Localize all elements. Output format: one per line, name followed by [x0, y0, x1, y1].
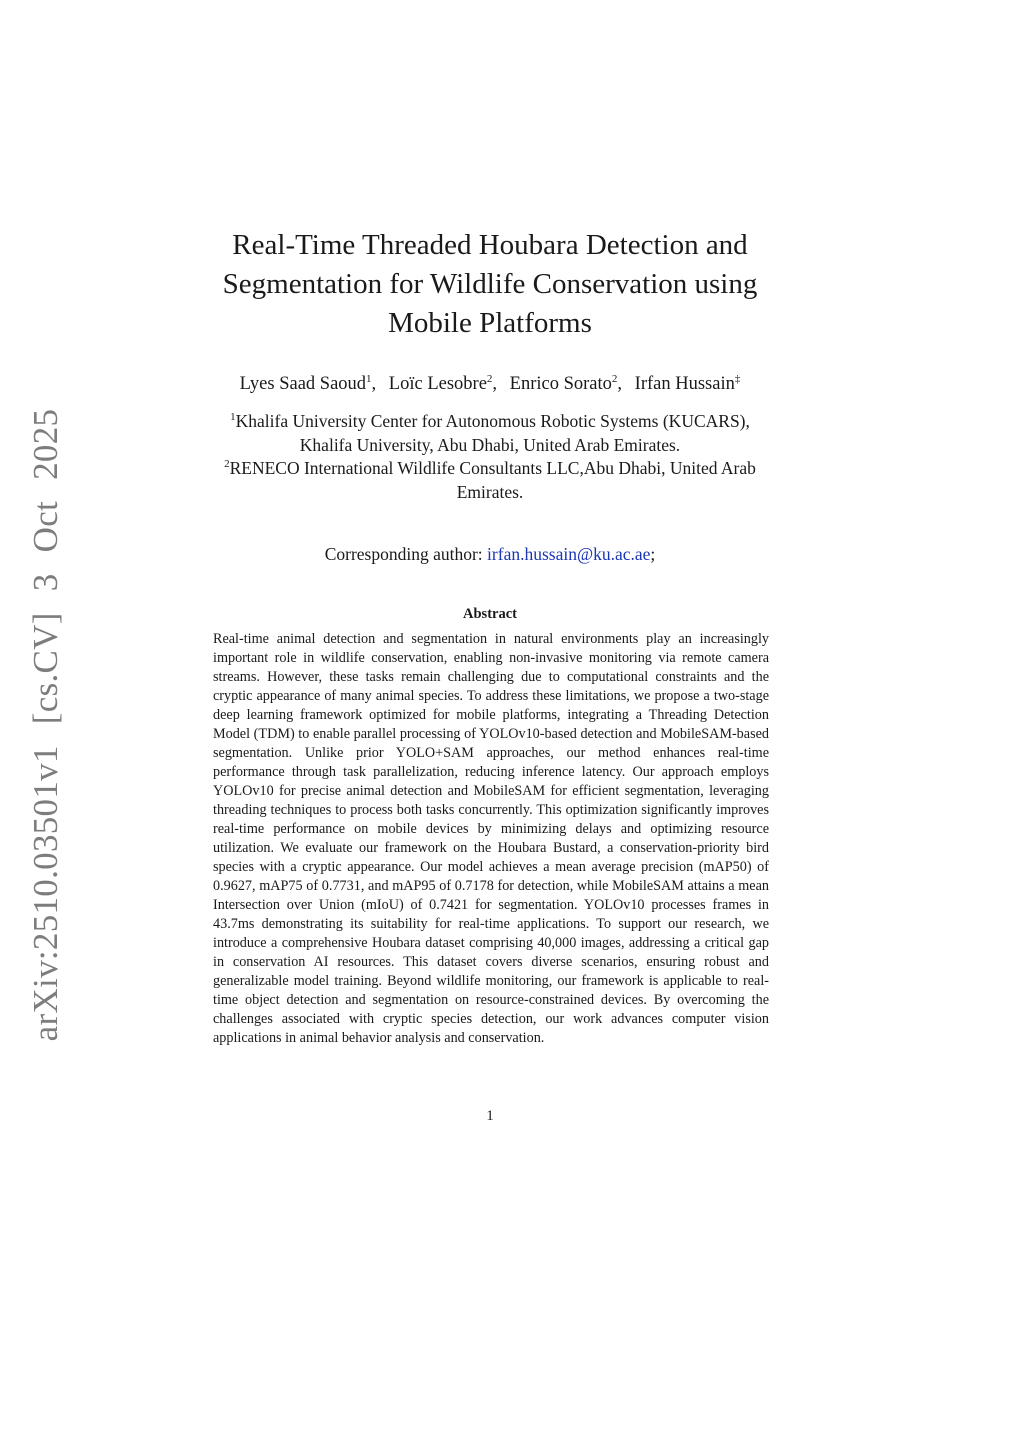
author-name: Irfan Hussain‡ [634, 372, 741, 394]
page-number: 1 [486, 1108, 494, 1124]
paper-title [190, 226, 790, 343]
abstract-body: Real-time animal detection and segmentation in natural environments play an increasingly important role in wildlife conservation, enabling non-invasive monitoring via remote camera streams. However, these tasks remain challenging due to computational constraints and the cryptic appearance of many animal species. To address these limitations, we propose a two-stage deep learning framework optimized for mobile platforms, integrating a Threading Detection Model (TDM) to enable parallel processing of YOLOv10-based detection and MobileSAM-based segmentation. Unlike prior YOLO+SAM approaches, our method enhances real-time performance through task parallelization, reducing inference latency. Our approach employs YOLOv10 for precise animal detection and MobileSAM for efficient segmentation, leveraging threading techniques to process both tasks concurrently. This optimization significantly improves real-time performance on mobile devices by minimizing delays and optimizing resource utilization. We evaluate our framework on the Houbara Bustard, a conservation-priority bird species with a cryptic appearance. Our model achieves a mean average precision (mAP50) of 0.9627, mAP75 of 0.7731, and mAP95 of 0.7178 for detection, while MobileSAM attains a mean Intersection over Union (mIoU) of 0.7421 for segmentation. YOLOv10 processes frames in 43.7ms demonstrating its suitability for real-time applications. To support our research, we introduce a comprehensive Houbara dataset comprising 40,000 images, addressing a critical gap in conservation AI resources. This dataset covers diverse scenarios, ensuring robust and generalizable model training. Beyond wildlife monitoring, our framework is applicable to real-time object detection and segmentation on resource-constrained devices. By overcoming the challenges associated with cryptic species detection, our work advances computer vision applications in animal behavior analysis and conservation. [213, 631, 769, 1046]
affiliation-mark: 1 [366, 372, 372, 385]
author-list [140, 372, 840, 396]
affiliation-1: $^1$Khalifa University Center for Autonomous Robotic Systems (KUCARS), [230, 411, 750, 431]
author-name: Enrico Sorato$^2$, [509, 372, 623, 394]
arxiv-identifier-stamp: arXiv:2510.03501v1 [cs.CV] 3 Oct 2025 [26, 408, 65, 1042]
affiliations [140, 410, 840, 504]
affiliation-mark: 2 [611, 372, 618, 385]
affiliation-mark: 2 [486, 372, 493, 385]
corresponding-label: Corresponding author: [324, 544, 488, 564]
corresponding-email-link[interactable]: irfan.hussain@ku.ac.ae [487, 544, 651, 564]
abstract-heading: Abstract [463, 606, 517, 622]
title-line: Mobile Platforms [388, 307, 592, 339]
title-line: Segmentation for Wildlife Conservation using [222, 268, 758, 300]
affiliation-mark: ‡ [734, 372, 741, 385]
author-name: Loïc Lesobre$^2$, [388, 372, 498, 394]
author-name: Lyes Saad Saoud$^1$, [239, 372, 377, 394]
affiliation-1-continued: Khalifa University, Abu Dhabi, United Arab Emirates. [299, 434, 681, 455]
affiliation-2-continued: Emirates. [456, 481, 524, 502]
corresponding-author: Corresponding author: irfan.hussain@ku.ac.ae; [324, 544, 656, 564]
title-line: Real-Time Threaded Houbara Detection and [232, 229, 748, 261]
affiliation-2: $^2$RENECO International Wildlife Consultants LLC,Abu Dhabi, United Arab [224, 458, 756, 478]
